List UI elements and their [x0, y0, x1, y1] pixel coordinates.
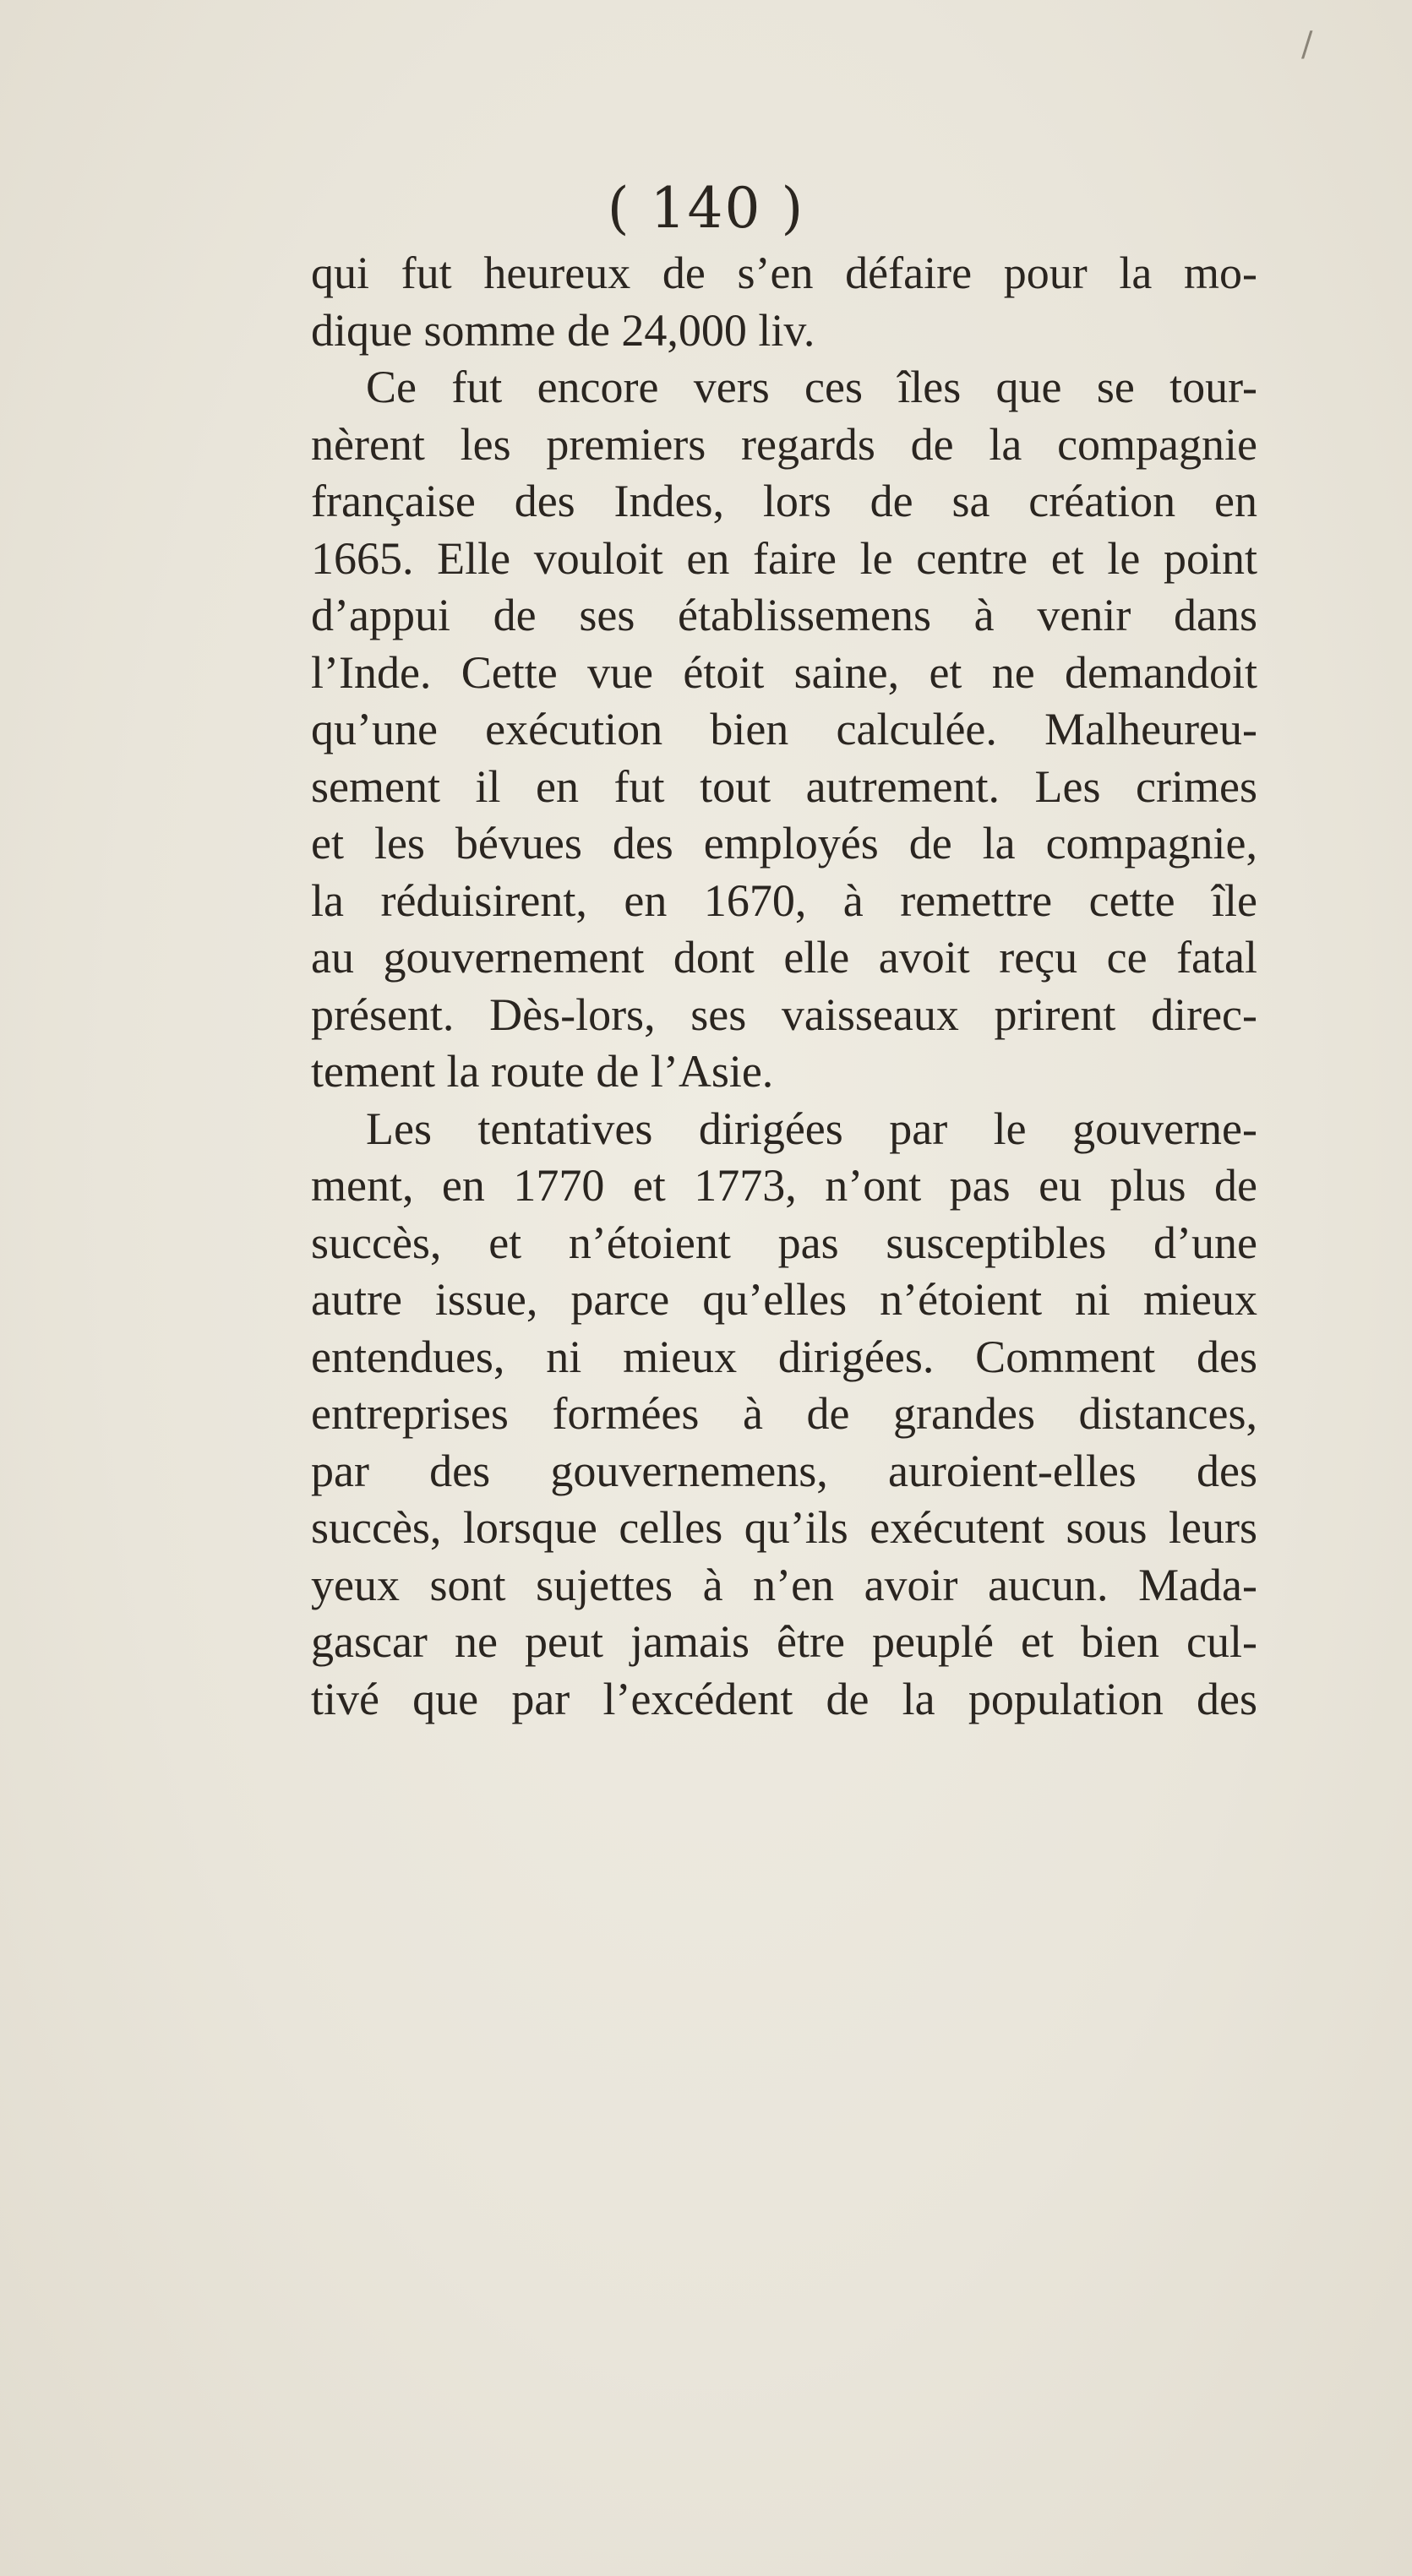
text-line: autre issue, parce qu’elles n’étoient ni mieux — [311, 1274, 1257, 1325]
text-line: ment, en 1770 et 1773, n’ont pas eu plus de — [311, 1160, 1257, 1211]
text-line: yeux sont sujettes à n’en avoir aucun. Mada- — [311, 1559, 1257, 1610]
text-line: Ce fut encore vers ces îles que se tour- — [366, 362, 1257, 412]
text-line: 1665. Elle vouloit en faire le centre et le point — [311, 532, 1257, 584]
text-line: Les tentatives dirigées par le gouverne- — [366, 1103, 1257, 1154]
text-line: l’Inde. Cette vue étoit saine, et ne demandoit — [311, 646, 1257, 698]
text-line: présent. Dès-lors, ses vaisseaux prirent direc- — [311, 988, 1257, 1040]
corner-mark: / — [1301, 25, 1313, 64]
body-text — [311, 245, 1257, 1728]
text-line: d’appui de ses établissemens à venir dans — [311, 590, 1257, 640]
text-line: au gouvernement dont elle avoit reçu ce fatal — [311, 932, 1257, 983]
text-line: et les bévues des employés de la compagnie, — [311, 818, 1257, 869]
text-line: française des Indes, lors de sa création en — [311, 476, 1257, 526]
text-line: succès, lorsque celles qu’ils exécutent sous leurs — [311, 1502, 1257, 1553]
text-line: tivé que par l’excédent de la population des — [311, 1673, 1257, 1724]
text-line: sement il en fut tout autrement. Les crimes — [311, 760, 1257, 812]
page-number: ( 140 ) — [607, 176, 805, 241]
text-line: nèrent les premiers regards de la compagnie — [311, 418, 1257, 470]
text-line: par des gouvernemens, auroient-elles des — [311, 1445, 1257, 1496]
text-line: tement la route de l’Asie. — [311, 1046, 774, 1097]
text-line: dique somme de 24,000 liv. — [311, 304, 815, 356]
text-line: entendues, ni mieux dirigées. Comment des — [311, 1331, 1257, 1382]
text-line: gascar ne peut jamais être peuplé et bien cul- — [311, 1616, 1257, 1667]
text-line: succès, et n’étoient pas susceptibles d’une — [311, 1217, 1257, 1268]
text-line: la réduisirent, en 1670, à remettre cette île — [311, 874, 1257, 926]
text-line: entreprises formées à de grandes distances, — [311, 1388, 1257, 1439]
text-line: qui fut heureux de s’en défaire pour la mo- — [311, 248, 1257, 298]
text-line: qu’une exécution bien calculée. Malheureu- — [311, 704, 1257, 754]
